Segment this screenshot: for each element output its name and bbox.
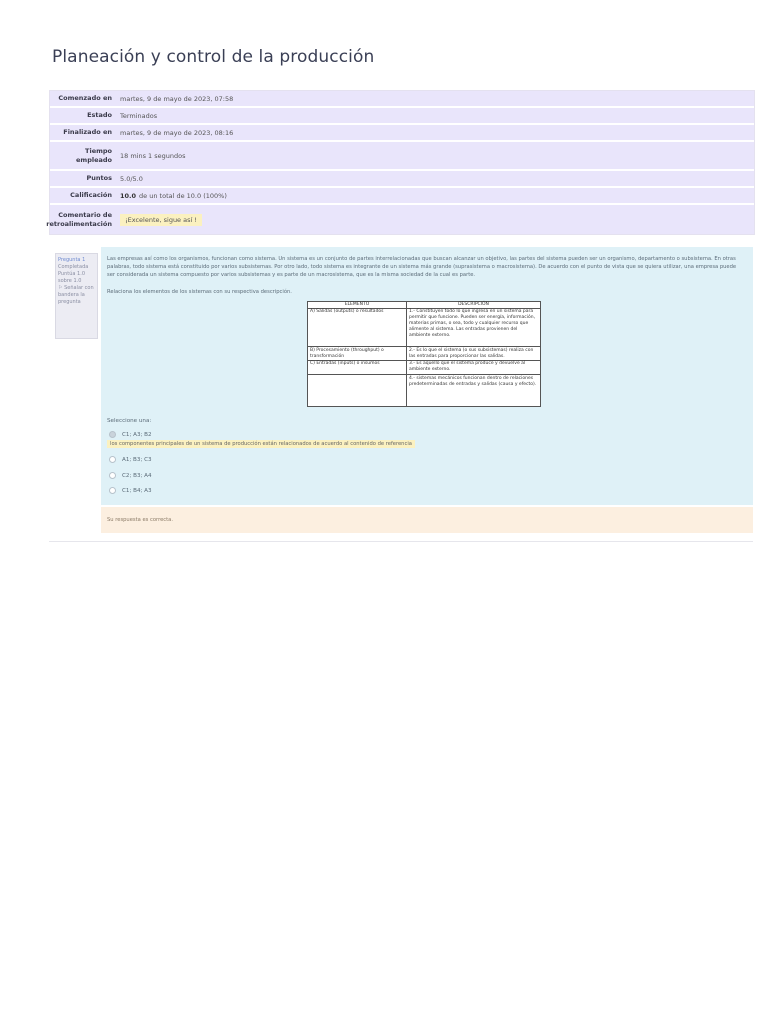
feedback-text: Su respuesta es correcta. — [107, 517, 174, 523]
option-label: C1; B4; A3 — [122, 487, 152, 494]
table-description: 1.- Constituyen todo lo que ingresa en un sistema para permitir que funcione. Pueden ser energía, información, materias primas, o sea, todo y cualquier recurso que alimente al sistema. Las entradas provienen del ambiente externo. — [409, 309, 536, 338]
summary-row-feedback — [46, 205, 754, 234]
summary-label: Comentario de retroalimentación — [46, 210, 112, 228]
radio-selected[interactable] — [109, 431, 116, 438]
radio-unselected[interactable] — [109, 472, 116, 479]
answer-option-a[interactable] — [109, 431, 152, 438]
answer-option-c[interactable] — [109, 472, 152, 479]
answer-option-d[interactable] — [109, 487, 152, 494]
summary-label: Calificación — [70, 191, 112, 199]
summary-label: Tiempo empleado — [76, 146, 112, 164]
question-state: Completada — [58, 264, 89, 270]
matching-table — [307, 301, 541, 407]
radio-unselected[interactable] — [109, 456, 116, 463]
grade-total: de un total de 10.0 (100%) — [139, 191, 227, 200]
radio-unselected[interactable] — [109, 487, 116, 494]
grade-value: 10.0 — [120, 191, 137, 200]
table-description: 4.- sistemas mecánicos funcionan dentro de relaciones predeterminadas de entradas y salidas (causa y efecto). — [409, 376, 537, 387]
summary-value: 18 mins 1 segundos — [120, 151, 186, 160]
summary-row-started — [50, 91, 754, 108]
table-element: A) Salidas (outputs) o resultados — [310, 309, 384, 314]
summary-label: Puntos — [86, 174, 112, 182]
flag-icon: ⚐ — [58, 285, 63, 291]
summary-value: Terminados — [120, 111, 158, 120]
summary-label: Comenzado en — [58, 94, 112, 102]
answer-option-b[interactable] — [109, 456, 152, 463]
correct-answer-hint: los componentes principales de un sistema de producción están relacionados de acuerdo al contenido de referencia — [107, 440, 415, 448]
question-grade: Puntúa 1.0 sobre 1.0 — [58, 271, 85, 284]
table-description: 2.- Es lo que el sistema (o sus subsistemas) realiza con las entradas para proporcionar las salidas. — [409, 348, 534, 359]
summary-label: Finalizado en — [63, 128, 112, 136]
question-number: Pregunta 1 — [58, 257, 86, 263]
summary-row-time — [50, 142, 754, 171]
summary-label: Estado — [87, 111, 112, 119]
select-label: Seleccione una: — [107, 418, 152, 424]
table-header-element: ELEMENTO — [308, 302, 406, 309]
summary-row-finished — [50, 125, 754, 142]
question-info — [55, 253, 98, 339]
summary-value — [116, 188, 754, 203]
summary-value: 5.0/5.0 — [120, 174, 143, 183]
feedback-comment: ¡Excelente, sigue así ! — [120, 214, 202, 226]
question-instruction: Relaciona los elementos de los sistemas con su respectiva descripción. — [107, 289, 292, 295]
summary-value — [116, 205, 754, 234]
flag-label: Señalar con bandera la pregunta — [58, 285, 94, 305]
answer-feedback — [101, 507, 753, 533]
question-content — [101, 247, 753, 505]
attempt-summary-table — [46, 90, 755, 235]
summary-value: martes, 9 de mayo de 2023, 07:58 — [120, 94, 234, 103]
flag-question-link[interactable] — [58, 285, 95, 306]
table-description: 3.- Es aquello que el sistema produce y devuelve al ambiente externo. — [409, 361, 526, 372]
summary-row-points — [50, 171, 754, 188]
divider — [49, 541, 753, 542]
question-text: Las empresas así como los organismos, funcionan como sistema. Un sistema es un conjunto de partes interrelacionadas que buscan alcanzar un objetivo, las partes del sistema pueden ser un organismo, departamento o subsistema. En otras palabras, todo sistema está constituido por varios subsistemas. Por otro lado, todo sistema es integrante de un sistema más grande (suprasistema o macrosistema). De acuerdo con el punto de vista que se quiera utilizar, una empresa puede ser considerada un sistema compuesto por varios subsistemas y es parte de un macrosistema, que es la misma sociedad de la cual es parte. — [107, 256, 737, 278]
option-label: A1; B3; C3 — [122, 456, 152, 463]
option-label: C2; B3; A4 — [122, 472, 152, 479]
summary-row-grade — [50, 188, 754, 205]
summary-row-state — [50, 108, 754, 125]
option-label: C1; A3; B2 — [122, 431, 152, 438]
table-header-description: DESCRIPCIÓN — [407, 302, 540, 309]
page-title: Planeación y control de la producción — [52, 47, 375, 67]
table-element: B) Procesamiento (throughput) o transformación — [310, 348, 384, 359]
summary-value: martes, 9 de mayo de 2023, 08:16 — [120, 128, 234, 137]
question-block — [49, 247, 753, 540]
table-element: C) Entradas (inputs) o insumos — [310, 361, 380, 366]
